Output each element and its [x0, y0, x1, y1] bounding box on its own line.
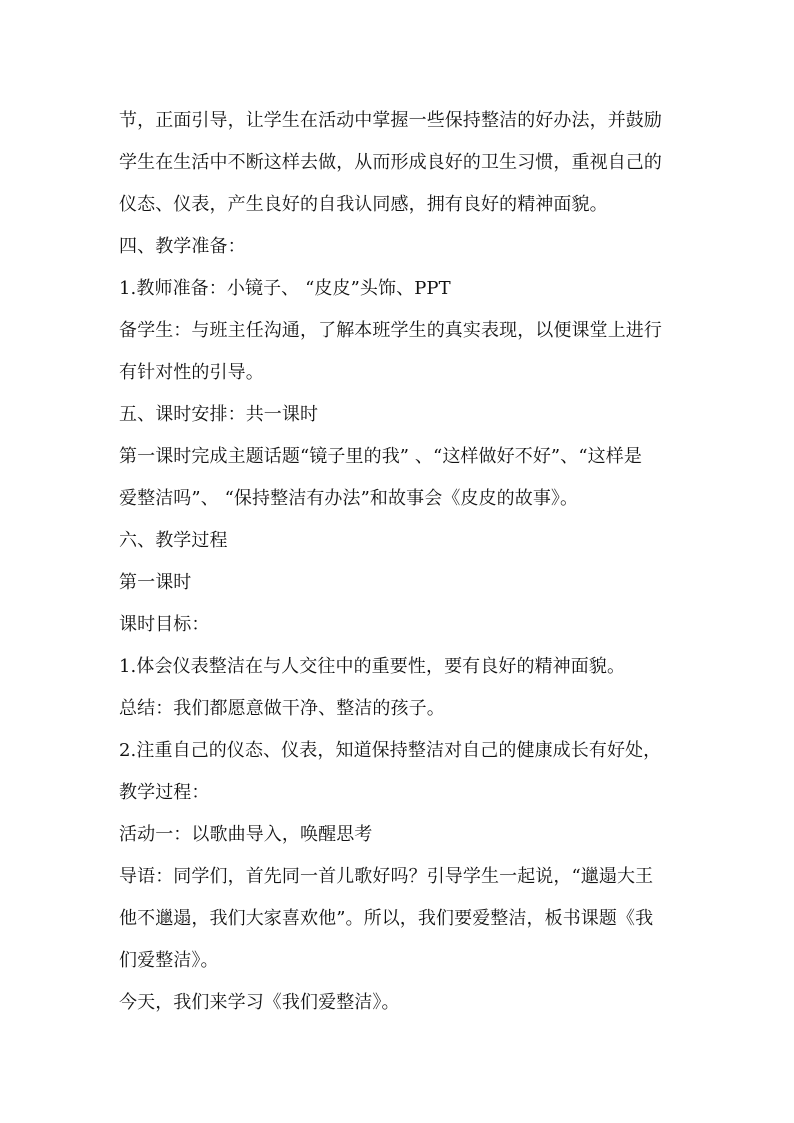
text-line: 1.体会仪表整洁在与人交往中的重要性，要有良好的精神面貌。: [119, 656, 626, 677]
section-heading: 六、教学过程: [119, 530, 228, 551]
text-line: 仪态、仪表，产生良好的自我认同感，拥有良好的精神面貌。: [119, 194, 608, 215]
text-line: 导语：同学们，首先同一首儿歌好吗？引导学生一起说，“邋遢大王: [119, 866, 654, 887]
text-line: 今天，我们来学习《我们爱整洁》。: [119, 992, 400, 1013]
text-line: 爱整洁吗”、 “保持整洁有办法”和故事会《皮皮的故事》。: [119, 488, 579, 509]
text-line: 节，正面引导，让学生在活动中掌握一些保持整洁的好办法，并鼓励: [119, 110, 662, 131]
subheading: 第一课时: [119, 572, 192, 593]
subheading: 活动一：以歌曲导入，唤醒思考: [119, 824, 373, 845]
document-body: [119, 100, 679, 1024]
text-line: 他不邋遢，我们大家喜欢他”。所以，我们要爱整洁，板书课题《我: [119, 908, 654, 929]
text-line: 1.教师准备：小镜子、 “皮皮”头饰、PPT: [119, 278, 451, 299]
section-heading: 五、课时安排：共一课时: [119, 404, 319, 425]
text-line: 有针对性的引导。: [119, 362, 264, 383]
text-line: 总结：我们都愿意做干净、整洁的孩子。: [119, 698, 445, 719]
text-line: 2.注重自己的仪态、仪表，知道保持整洁对自己的健康成长有好处，: [119, 740, 662, 761]
text-line: 学生在生活中不断这样去做，从而形成良好的卫生习惯，重视自己的: [119, 152, 662, 173]
subheading: 课时目标：: [119, 614, 210, 635]
text-line: 第一课时完成主题话题“镜子里的我” 、“这样做好不好”、“这样是: [119, 446, 642, 467]
section-heading: 四、教学准备：: [119, 236, 246, 257]
subheading: 教学过程：: [119, 782, 210, 803]
text-line: 备学生：与班主任沟通，了解本班学生的真实表现，以便课堂上进行: [119, 320, 662, 341]
text-line: 们爱整洁》。: [119, 950, 219, 971]
